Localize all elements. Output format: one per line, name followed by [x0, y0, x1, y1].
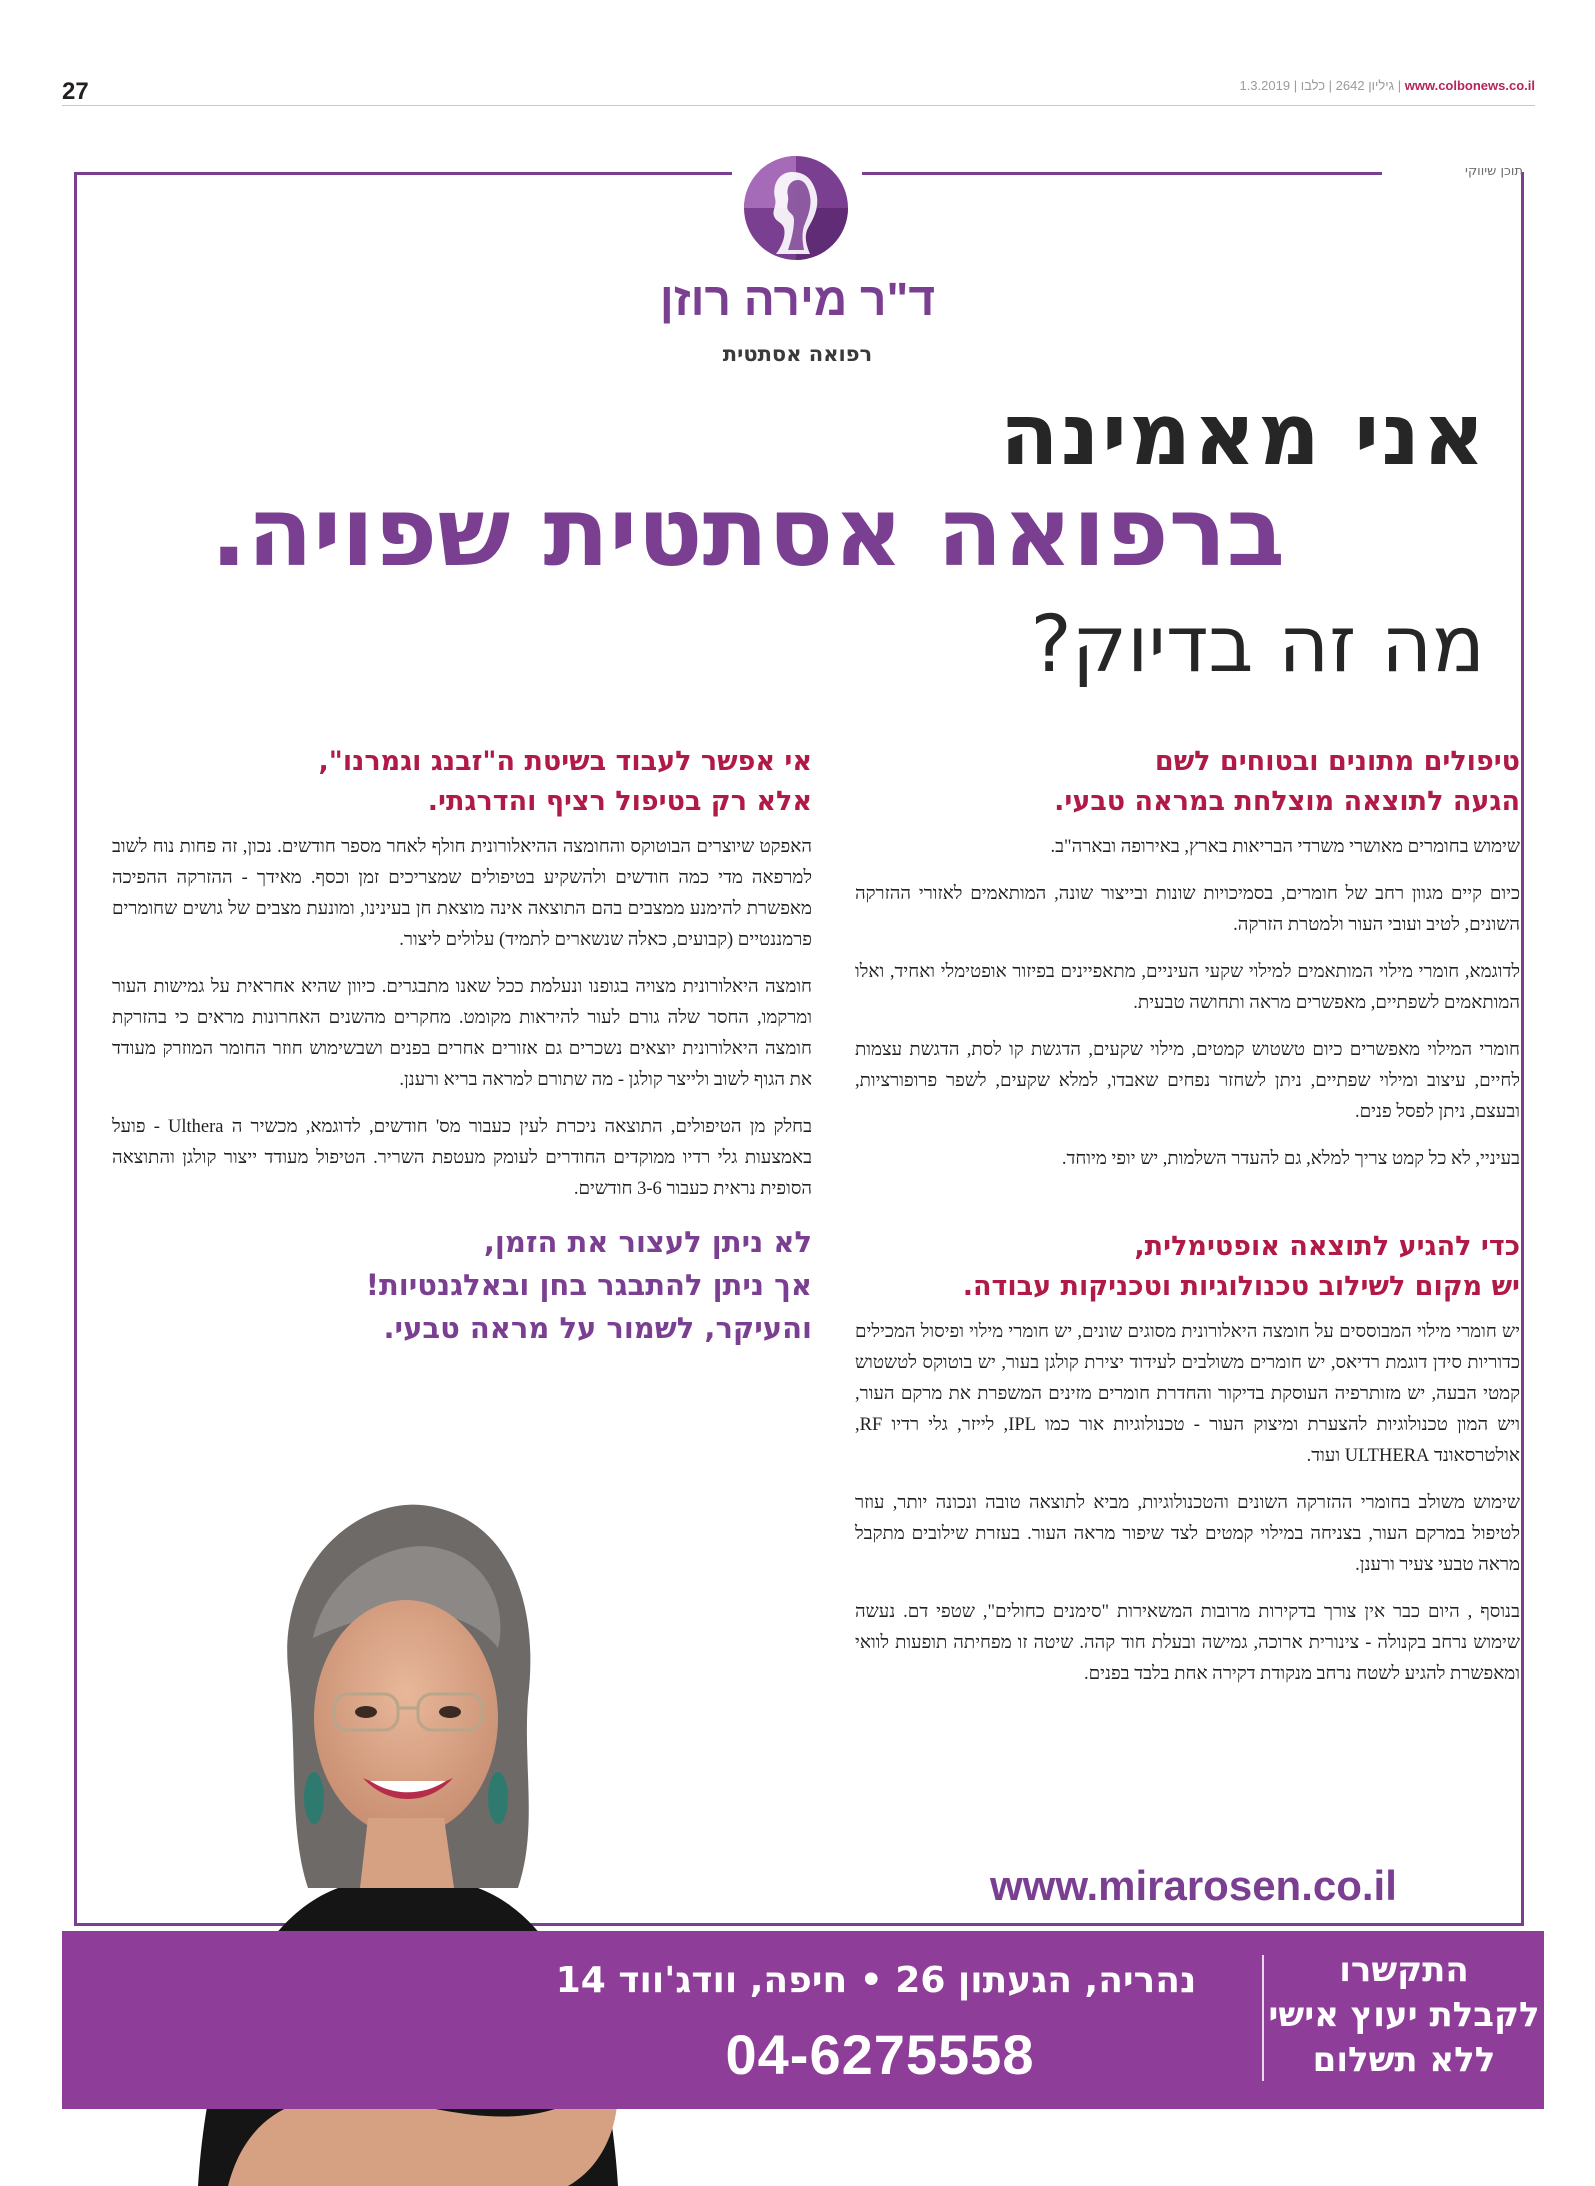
- left-column: [112, 742, 812, 1350]
- header-issue: גיליון 2642: [1335, 78, 1395, 93]
- tagline-line-2: אך ניתן להתבגר בחן ובאלגנטיות!: [365, 1268, 812, 1302]
- clinic-addresses: נהריה, הגעתון 26 • חיפה, וודג'ווד 14: [555, 1960, 1197, 2001]
- right-section1-paragraph: שימוש בחומרים מאושרי משרדי הבריאות בארץ, באירופה ובארה"ב.: [1050, 837, 1520, 857]
- brand-name: ד"ר מירה רוזן: [659, 273, 936, 325]
- right-section1-paragraph: כיום קיים מגוון רחב של חומרים, בסמיכויות שונות ובייצור שונה, המותאמים לאזורי ההזרקה השונים, לטיב ועובי העור ולמטרת הזרקה.: [855, 884, 1520, 935]
- left-section1-heading: [112, 742, 812, 822]
- promo-label: תוכן שיווקי: [1465, 164, 1523, 179]
- headline-line-3: מה זה בדיוק?: [1030, 600, 1485, 690]
- left-section1-paragraph: האפקט שיוצרים הבוטוקס והחומצה ההיאלורונית חולף לאחר מספר חודשים. נכון, זה פחות נוח לשוב למרפאה מדי כמה חודשים ולהשקיע בטיפולים שמצריכים זמן וכסף. מאידך - ההזרקה ההפיכה מאפשרת להימנע ממצבים בהם התוצאה אינה מוצאת חן בעינינו, ומונעת מצבים של גושים שחומרים פרמננטיים (קבועים, כאלה שנשארים לתמיד) עלולים ליצור.: [112, 837, 812, 950]
- right-section1-heading: [855, 742, 1520, 822]
- left-section1-paragraph: בחלק מן הטיפולים, התוצאה ניכרת לעין כעבור מס' חודשים, לדוגמא, מכשיר ה Ulthera - פועל באמצעות גלי רדיו ממוקדים החודרים לעומק מעטפת השריר. הטיפול מעודד ייצור קולגן והתוצאה הסופית נראית כעבור 3-6 חודשים.: [112, 1117, 812, 1199]
- brand-logo-icon: [742, 154, 850, 262]
- cta-line-1: התקשרו: [1339, 1950, 1469, 1990]
- right-section1-heading-line1: טיפולים מתונים ובטוחים לשם: [1154, 746, 1520, 777]
- right-section2-heading-line2: יש מקום לשילוב טכנולוגיות וטכניקות עבודה.: [962, 1271, 1520, 1302]
- header-publication: כלבו: [1300, 78, 1326, 93]
- frame-top-right: [862, 172, 1382, 175]
- right-section1-paragraph: לדוגמא, חומרי מילוי המותאמים למילוי שקעי העיניים, מתאפיינים בפיזור אופטימלי ואחיד, ואלו המותאמים לשפתיים, מאפשרים מראה ותחושה טבעית.: [855, 962, 1520, 1013]
- right-section1-heading-line2: הגעה לתוצאה מוצלחת במראה טבעי.: [1054, 786, 1520, 817]
- header-info: 1.3.2019 | גיליון 2642 | כלבו | www.colbonews.co.il: [1239, 78, 1535, 93]
- right-section2-paragraph: שימוש משולב בחומרי ההזרקה השונים והטכנולוגיות, מביא לתוצאה טובה ונכונה יותר, עוזר לטיפול במרקם העור, בצניחה במילוי קמטים לצד שיפור מראה העור. בעזרת שילובים מתקבל מראה טבעי צעיר ורענן.: [855, 1493, 1520, 1575]
- frame-top-left: [74, 172, 732, 175]
- right-section2-heading: [855, 1227, 1520, 1307]
- phone-number[interactable]: 04-6275558: [725, 2023, 1035, 2086]
- header-date: 1.3.2019: [1239, 78, 1291, 93]
- left-section1-heading-line2: אלא רק בטיפול רציף והדרגתי.: [427, 786, 812, 817]
- right-section2-heading-line1: כדי להגיע לתוצאה אופטימלית,: [1134, 1231, 1520, 1262]
- right-section1-paragraph: בעיניי, לא כל קמט צריך למלא, גם להעדר השלמות, יש יופי מיוחד.: [1061, 1149, 1520, 1169]
- headline-line-1: אני מאמינה: [999, 385, 1487, 485]
- right-column: [855, 742, 1520, 1706]
- page-number: 27: [62, 78, 89, 105]
- right-section2-paragraph: בנוסף , היום כבר אין צורך בדקירות מרובות המשאירות "סימנים כחולים", שטפי דם. נעשה שימוש נרחב בקנולה - צינורית ארוכה, גמישה ובעלת חוד קהה. שיטה זו מפחיתה תופעות לוואי ומאפשרת להגיע לשטח נרחב מנקודת דקירה אחת בלבד בפנים.: [855, 1602, 1520, 1684]
- cta-line-3: ללא תשלום: [1312, 2040, 1496, 2080]
- right-section1-paragraph: חומרי המילוי מאפשרים כיום טשטוש קמטים, מילוי שקעים, הדגשת קו לסת, הדגשת עצמות לחיים, עיצוב ומילוי שפתיים, ניתן לשחזר נפחים שאבדו, למלא שקעים, לשפר פרופורציות, ובעצם, ניתן לפסל פנים.: [855, 1040, 1520, 1122]
- section-spacer: [855, 1191, 1520, 1227]
- tagline-line-3: והעיקר, לשמור על מראה טבעי.: [383, 1311, 812, 1345]
- call-to-action: [1268, 1948, 1540, 2083]
- header-divider: [62, 105, 1535, 106]
- left-section1-paragraph: חומצה היאלורונית מצויה בגופנו ונעלמת ככל שאנו מתבגרים. כיוון שהיא אחראית על גמישות העור ומרקמו, החסר שלה גורם לעור להיראות מקומט. מחקרים מהשנים האחרונות מראים כי בהזרקת חומצה היאלורונית יוצאים נשכרים גם אזורים אחרים בפנים ושבשימוש חוזר החומר המוזרק מעודד את הגוף לשוב ולייצר קולגן - מה שתורם למראה בריא ורענן.: [112, 977, 812, 1090]
- banner-divider: [1262, 1955, 1264, 2081]
- tagline-line-1: לא ניתן לעצור את הזמן,: [483, 1225, 812, 1259]
- brand-subtitle: רפואה אסתטית: [722, 342, 873, 366]
- left-section1-heading-line1: אי אפשר לעבוד בשיטת ה"זבנג וגמרנו",: [318, 746, 812, 777]
- cta-line-2: לקבלת יעוץ אישי: [1268, 1995, 1540, 2035]
- header-website-link[interactable]: www.colbonews.co.il: [1404, 78, 1535, 93]
- left-section2-tagline: [112, 1221, 812, 1350]
- headline-line-2: ברפואה אסתטית שפויה.: [210, 476, 1285, 588]
- website-link[interactable]: www.mirarosen.co.il: [990, 1862, 1397, 1909]
- right-section2-paragraph: יש חומרי מילוי המבוססים על חומצה היאלורונית מסוגים שונים, יש חומרי מילוי ופיסול המכילים כדוריות סידן דוגמת רדיאס, יש חומרים משולבים לעידוד יצירת קולגן בעור, יש בוטוקס לטשטוש קמטי הבעה, יש מזותרפיה העוסקת בדיקור והחדרת חומרים מזינים המשפרת את מרקם העור, ויש המון טכנולוגיות להצערת ומיצוק העור - טכנולוגיות אור כמו IPL, לייזר, גלי רדיו RF, אולטרסאונד ULTHERA ועוד.: [855, 1322, 1520, 1466]
